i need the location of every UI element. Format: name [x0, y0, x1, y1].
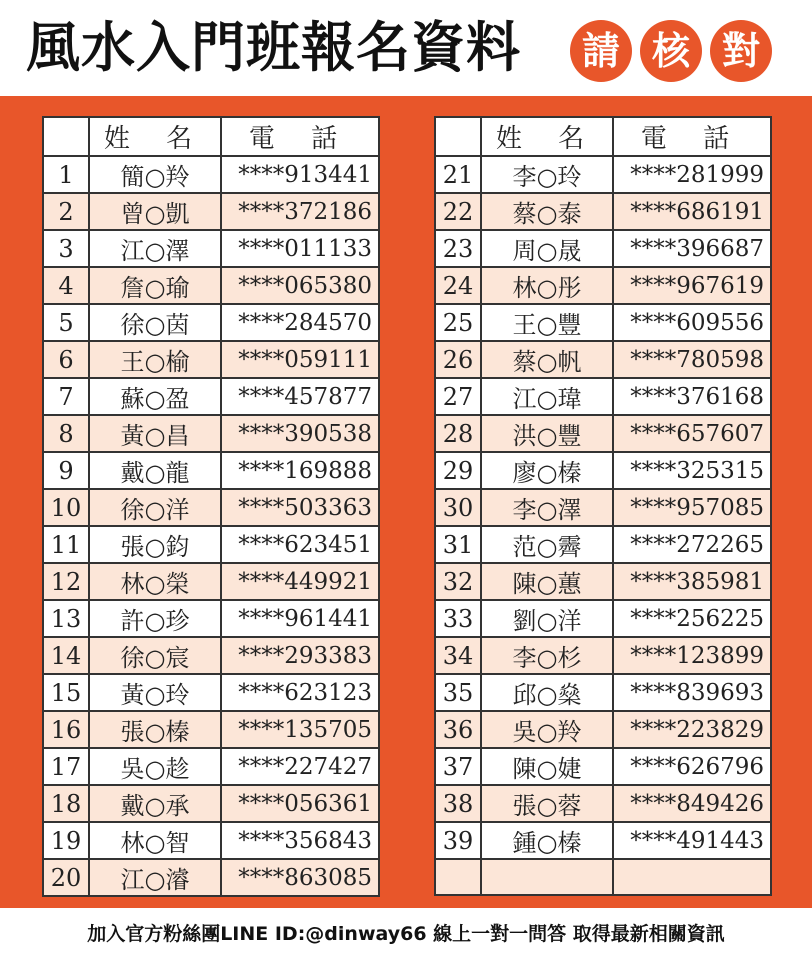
row-phone: ****503363: [221, 489, 379, 526]
row-phone: ****657607: [613, 415, 771, 452]
row-number: 17: [43, 748, 89, 785]
roster-table-right: [434, 116, 772, 896]
table-row: [43, 563, 379, 600]
row-name: 吳○羚: [481, 711, 613, 748]
row-number: 23: [435, 230, 481, 267]
row-number: 24: [435, 267, 481, 304]
table-row: [43, 637, 379, 674]
row-number: 21: [435, 156, 481, 193]
roster-table-left: [42, 116, 380, 897]
table-row: [43, 341, 379, 378]
row-name: 蔡○帆: [481, 341, 613, 378]
row-phone: ****272265: [613, 526, 771, 563]
row-number: 29: [435, 452, 481, 489]
row-name: 許○珍: [89, 600, 221, 637]
row-number: 31: [435, 526, 481, 563]
row-number: 3: [43, 230, 89, 267]
row-number: 26: [435, 341, 481, 378]
row-number: 1: [43, 156, 89, 193]
row-phone: ****449921: [221, 563, 379, 600]
row-phone: ****961441: [221, 600, 379, 637]
row-name: 江○瑋: [481, 378, 613, 415]
row-name: 洪○豐: [481, 415, 613, 452]
table-row: [435, 859, 771, 895]
row-name: 林○彤: [481, 267, 613, 304]
header-name: 姓 名: [89, 117, 221, 156]
row-name: 李○澤: [481, 489, 613, 526]
row-phone: ****169888: [221, 452, 379, 489]
row-number: [435, 859, 481, 895]
table-row: [43, 859, 379, 896]
row-phone: ****623451: [221, 526, 379, 563]
table-row: [43, 230, 379, 267]
row-name: 范○霽: [481, 526, 613, 563]
row-phone: ****065380: [221, 267, 379, 304]
row-number: 6: [43, 341, 89, 378]
row-name: 張○榛: [89, 711, 221, 748]
row-number: 27: [435, 378, 481, 415]
row-number: 35: [435, 674, 481, 711]
table-row: [435, 785, 771, 822]
row-phone: ****123899: [613, 637, 771, 674]
header-phone: 電 話: [221, 117, 379, 156]
row-name: 詹○瑜: [89, 267, 221, 304]
row-name: 徐○茵: [89, 304, 221, 341]
row-phone: ****376168: [613, 378, 771, 415]
row-number: 13: [43, 600, 89, 637]
table-row: [435, 637, 771, 674]
table-row: [43, 267, 379, 304]
table-row: [43, 674, 379, 711]
row-name: 陳○蕙: [481, 563, 613, 600]
row-phone: ****839693: [613, 674, 771, 711]
row-number: 25: [435, 304, 481, 341]
row-number: 18: [43, 785, 89, 822]
row-number: 38: [435, 785, 481, 822]
table-row: [43, 711, 379, 748]
row-name: 廖○榛: [481, 452, 613, 489]
row-phone: ****011133: [221, 230, 379, 267]
row-number: 2: [43, 193, 89, 230]
row-number: 34: [435, 637, 481, 674]
row-number: 36: [435, 711, 481, 748]
table-row: [43, 489, 379, 526]
row-phone: ****457877: [221, 378, 379, 415]
table-row: [43, 452, 379, 489]
row-phone: ****626796: [613, 748, 771, 785]
row-name: 徐○洋: [89, 489, 221, 526]
row-phone: ****059111: [221, 341, 379, 378]
badge-verify-1: 請: [570, 20, 632, 82]
table-row: [43, 378, 379, 415]
row-number: 28: [435, 415, 481, 452]
table-row: [43, 785, 379, 822]
row-phone: ****256225: [613, 600, 771, 637]
badge-verify-2: 核: [640, 20, 702, 82]
row-name: 吳○趁: [89, 748, 221, 785]
row-name: [481, 859, 613, 895]
row-phone: ****281999: [613, 156, 771, 193]
table-row: [43, 304, 379, 341]
row-phone: ****356843: [221, 822, 379, 859]
row-number: 5: [43, 304, 89, 341]
row-phone: ****325315: [613, 452, 771, 489]
table-row: [435, 415, 771, 452]
row-number: 37: [435, 748, 481, 785]
row-name: 江○濬: [89, 859, 221, 896]
row-phone: ****849426: [613, 785, 771, 822]
row-phone: ****609556: [613, 304, 771, 341]
row-phone: ****913441: [221, 156, 379, 193]
table-row: [435, 822, 771, 859]
row-name: 江○澤: [89, 230, 221, 267]
row-number: 39: [435, 822, 481, 859]
table-header-row: [43, 117, 379, 156]
table-row: [435, 563, 771, 600]
table-row: [435, 452, 771, 489]
row-number: 16: [43, 711, 89, 748]
row-name: 徐○宸: [89, 637, 221, 674]
badge-verify-3: 對: [710, 20, 772, 82]
row-number: 10: [43, 489, 89, 526]
row-phone: ****056361: [221, 785, 379, 822]
row-number: 14: [43, 637, 89, 674]
row-number: 8: [43, 415, 89, 452]
table-row: [435, 341, 771, 378]
table-row: [435, 304, 771, 341]
row-phone: ****293383: [221, 637, 379, 674]
row-number: 32: [435, 563, 481, 600]
header: [0, 0, 812, 96]
row-name: 戴○龍: [89, 452, 221, 489]
row-number: 4: [43, 267, 89, 304]
table-header-row: [435, 117, 771, 156]
row-name: 劉○洋: [481, 600, 613, 637]
table-row: [43, 600, 379, 637]
row-name: 李○杉: [481, 637, 613, 674]
row-phone: ****780598: [613, 341, 771, 378]
table-row: [435, 600, 771, 637]
row-phone: [613, 859, 771, 895]
row-number: 33: [435, 600, 481, 637]
table-row: [435, 748, 771, 785]
row-phone: ****223829: [613, 711, 771, 748]
row-name: 陳○婕: [481, 748, 613, 785]
row-name: 王○豐: [481, 304, 613, 341]
row-phone: ****957085: [613, 489, 771, 526]
row-name: 曾○凱: [89, 193, 221, 230]
row-name: 蘇○盈: [89, 378, 221, 415]
table-row: [435, 267, 771, 304]
table-row: [435, 156, 771, 193]
row-number: 19: [43, 822, 89, 859]
row-phone: ****686191: [613, 193, 771, 230]
row-phone: ****284570: [221, 304, 379, 341]
row-name: 簡○羚: [89, 156, 221, 193]
table-row: [43, 193, 379, 230]
row-phone: ****863085: [221, 859, 379, 896]
row-phone: ****396687: [613, 230, 771, 267]
header-name: 姓 名: [481, 117, 613, 156]
row-number: 15: [43, 674, 89, 711]
row-name: 鍾○榛: [481, 822, 613, 859]
row-name: 周○晟: [481, 230, 613, 267]
table-row: [435, 378, 771, 415]
row-name: 李○玲: [481, 156, 613, 193]
table-row: [435, 711, 771, 748]
row-number: 7: [43, 378, 89, 415]
row-phone: ****227427: [221, 748, 379, 785]
table-row: [435, 230, 771, 267]
table-row: [435, 526, 771, 563]
row-name: 林○榮: [89, 563, 221, 600]
row-name: 張○蓉: [481, 785, 613, 822]
row-name: 邱○燊: [481, 674, 613, 711]
row-phone: ****967619: [613, 267, 771, 304]
row-phone: ****623123: [221, 674, 379, 711]
row-phone: ****491443: [613, 822, 771, 859]
row-phone: ****372186: [221, 193, 379, 230]
row-name: 林○智: [89, 822, 221, 859]
table-row: [43, 748, 379, 785]
row-name: 黃○昌: [89, 415, 221, 452]
table-row: [43, 415, 379, 452]
row-number: 9: [43, 452, 89, 489]
row-name: 黃○玲: [89, 674, 221, 711]
table-row: [43, 156, 379, 193]
table-row: [43, 526, 379, 563]
header-phone: 電 話: [613, 117, 771, 156]
page-title: 風水入門班報名資料: [26, 16, 521, 79]
footer-line-info: 加入官方粉絲團LINE ID:@dinway66 線上一對一問答 取得最新相關資訊: [0, 908, 812, 960]
header-number: [435, 117, 481, 156]
table-row: [43, 822, 379, 859]
table-row: [435, 489, 771, 526]
main-panel: [0, 96, 812, 908]
row-phone: ****135705: [221, 711, 379, 748]
row-number: 22: [435, 193, 481, 230]
table-row: [435, 193, 771, 230]
row-name: 蔡○泰: [481, 193, 613, 230]
row-name: 王○榆: [89, 341, 221, 378]
row-name: 張○鈞: [89, 526, 221, 563]
row-number: 20: [43, 859, 89, 896]
row-number: 30: [435, 489, 481, 526]
table-row: [435, 674, 771, 711]
row-name: 戴○承: [89, 785, 221, 822]
row-number: 12: [43, 563, 89, 600]
row-phone: ****390538: [221, 415, 379, 452]
row-number: 11: [43, 526, 89, 563]
header-number: [43, 117, 89, 156]
row-phone: ****385981: [613, 563, 771, 600]
